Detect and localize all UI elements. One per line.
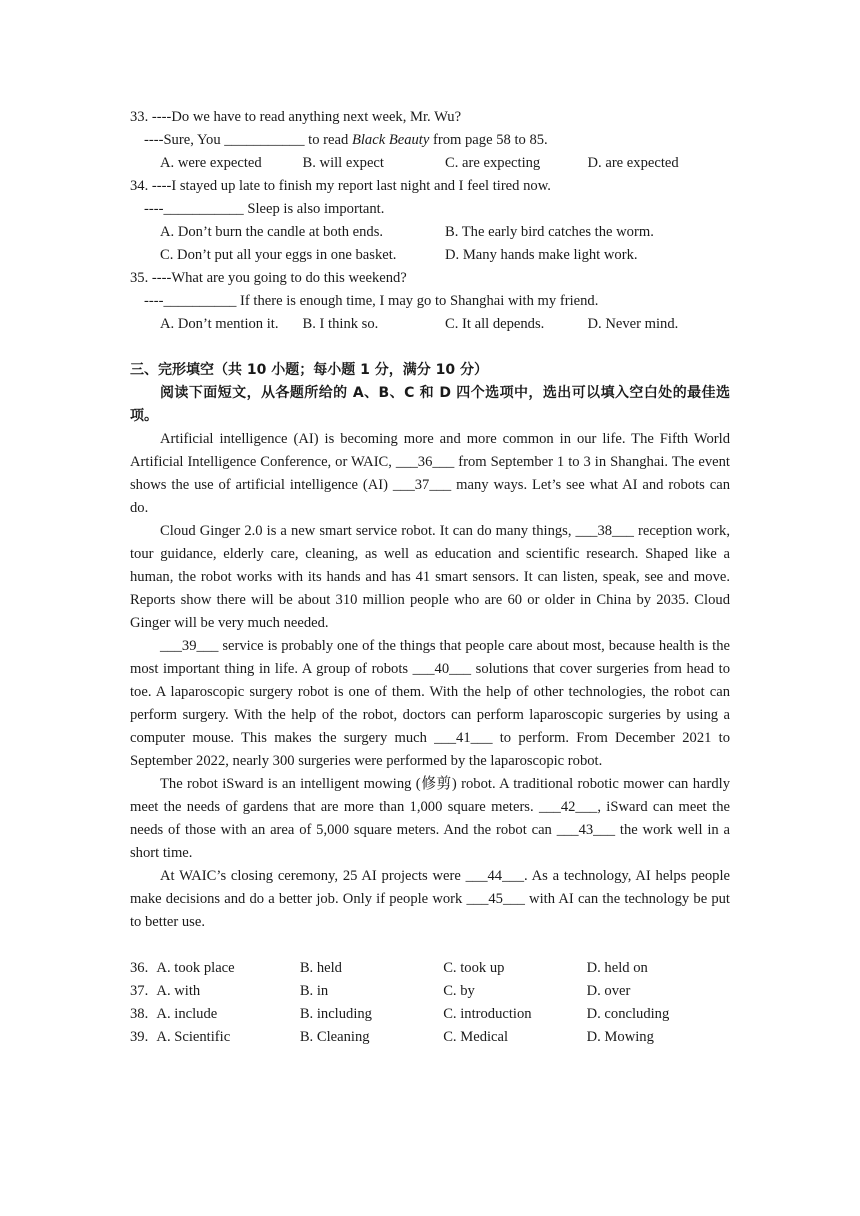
q33-book-title: Black Beauty	[351, 132, 430, 148]
q35-option-c: C. It all depends.	[445, 316, 545, 332]
answer-number: 36.	[130, 960, 149, 976]
spacer	[130, 336, 730, 359]
q33-option-c: C. are expecting	[445, 155, 541, 171]
q34-options-row1	[130, 221, 730, 244]
section-title: 三、完形填空（共 10 小题；每小题 1 分，满分 10 分）	[130, 362, 488, 378]
q33-response	[130, 129, 730, 152]
section-instruction: 阅读下面短文，从各题所给的 A、B、C 和 D 四个选项中，选出可以填入空白处的最佳选项。	[130, 385, 730, 424]
q34-options-row2	[130, 244, 730, 267]
answer-option-d: D. over	[586, 983, 631, 999]
answer-option-b: B. held	[299, 960, 342, 976]
exam-page	[130, 106, 730, 1049]
passage-paragraph-2: Cloud Ginger 2.0 is a new smart service robot. It can do many things, ___38___ reception work, tour guidance, elderly care, cleaning, as well as education and scientific research. Shaped like a human, the robot works with its hands and has 41 smart sensors. It can listen, speak, see and move. Reports show there will be about 310 million people who are 60 or older in China by 2035. Cloud Ginger will be very much needed.	[130, 523, 730, 631]
q35-stem: 35. ----What are you going to do this weekend?	[130, 270, 407, 286]
q34-response: ----___________ Sleep is also important.	[144, 201, 385, 217]
q35-option-a: A. Don’t mention it.	[160, 316, 279, 332]
answer-number: 39.	[130, 1029, 149, 1045]
passage-paragraph-5: At WAIC’s closing ceremony, 25 AI projects were ___44___. As a technology, AI helps people make decisions and do a better job. Only if people work ___45___ with AI can the technology be put to better use.	[130, 868, 730, 930]
q33-option-a: A. were expected	[160, 155, 262, 171]
passage-paragraph-3: ___39___ service is probably one of the things that people care about most, because health is the most important thing in life. A group of robots ___40___ solutions that cover surgeries from head to toe. A laparoscopic surgery robot is one of them. With the help of other technologies, the robot can perform surgery. With the help of the robot, doctors can perform laparoscopic surgeries by using a computer mouse. This makes the surgery much ___41___ to perform. From December 2021 to September 2022, nearly 300 surgeries were performed by the laparoscopic robot.	[130, 638, 730, 769]
answer-option-c: C. took up	[443, 960, 505, 976]
answer-option-a: A. took place	[156, 960, 235, 976]
answer-option-b: B. including	[299, 1006, 372, 1022]
answer-option-d: D. Mowing	[586, 1029, 654, 1045]
spacer	[130, 934, 730, 957]
passage-paragraph-4: The robot iSward is an intelligent mowing (修剪) robot. A traditional robotic mower can hardly meet the needs of gardens that are more than 1,000 square meters. ___42___, iSward can meet the needs of those with an area of 5,000 square meters. And the robot can ___43___ the work well in a short time.	[130, 776, 730, 861]
q33-option-b: B. will expect	[302, 155, 384, 171]
answer-option-b: B. in	[299, 983, 329, 999]
answer-number: 38.	[130, 1006, 149, 1022]
answer-option-a: A. Scientific	[156, 1029, 231, 1045]
q34-stem: 34. ----I stayed up late to finish my report last night and I feel tired now.	[130, 178, 551, 194]
answer-number: 37.	[130, 983, 149, 999]
answer-row-39	[130, 1026, 730, 1049]
q35-option-d: D. Never mind.	[587, 316, 679, 332]
answer-option-b: B. Cleaning	[299, 1029, 370, 1045]
q33-response-post: from page 58 to 85.	[429, 132, 548, 148]
q34-option-a: A. Don’t burn the candle at both ends.	[160, 224, 384, 240]
q34-option-c: C. Don’t put all your eggs in one basket.	[160, 247, 397, 263]
q33-options	[130, 152, 730, 175]
q34-option-b: B. The early bird catches the worm.	[445, 224, 654, 240]
answer-option-c: C. Medical	[443, 1029, 509, 1045]
answer-option-d: D. concluding	[586, 1006, 670, 1022]
answer-option-c: C. introduction	[443, 1006, 532, 1022]
q35-response: ----__________ If there is enough time, I may go to Shanghai with my friend.	[144, 293, 599, 309]
answer-row-37	[130, 980, 730, 1003]
q33-response-pre: ----Sure, You ___________ to read	[144, 132, 352, 148]
answer-option-a: A. with	[156, 983, 201, 999]
q33-option-d: D. are expected	[587, 155, 679, 171]
passage-paragraph-1: Artificial intelligence (AI) is becoming more and more common in our life. The Fifth World Artificial Intelligence Conference, or WAIC, ___36___ from September 1 to 3 in Shanghai. The event shows the use of artificial intelligence (AI) ___37___ many ways. Let’s see what AI and robots can do.	[130, 431, 730, 516]
answer-option-c: C. by	[443, 983, 475, 999]
q34-option-d: D. Many hands make light work.	[445, 247, 638, 263]
q35-options	[130, 313, 730, 336]
q33-stem: 33. ----Do we have to read anything next week, Mr. Wu?	[130, 109, 462, 125]
q35-option-b: B. I think so.	[302, 316, 379, 332]
answer-option-d: D. held on	[586, 960, 648, 976]
answer-row-36	[130, 957, 730, 980]
answer-row-38	[130, 1003, 730, 1026]
answer-option-a: A. include	[156, 1006, 218, 1022]
